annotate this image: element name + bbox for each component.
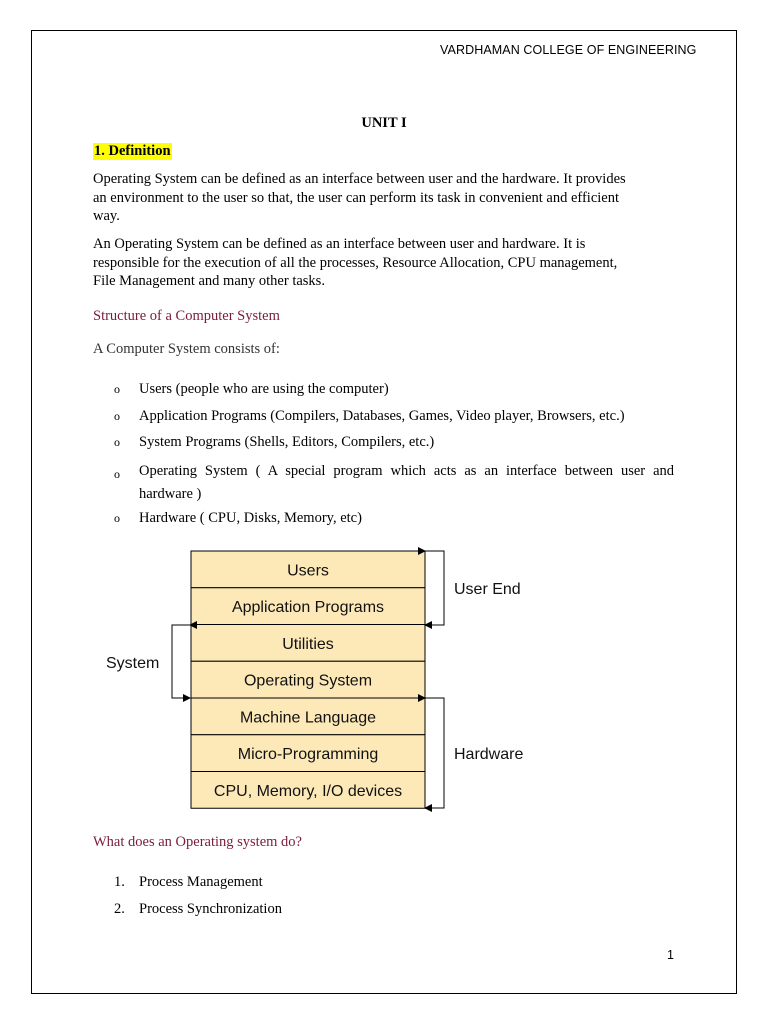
definition-heading: 1. Definition xyxy=(94,143,171,159)
os-tasks-list xyxy=(114,873,282,926)
diagram-layer-label: Utilities xyxy=(282,635,334,653)
para2-line: File Management and many other tasks. xyxy=(93,273,325,289)
list-item-text: Process Synchronization xyxy=(139,900,282,917)
list-item-text: Users (people who are using the computer) xyxy=(139,381,389,397)
system-label: System xyxy=(106,655,160,672)
list-item xyxy=(114,900,282,919)
hardware-label: Hardware xyxy=(454,746,524,763)
diagram-layer-label: Users xyxy=(287,562,329,580)
list-item-text: Process Management xyxy=(139,874,263,890)
bullet-marker: o xyxy=(114,382,120,396)
header-institution: VARDHAMAN COLLEGE OF ENGINEERING xyxy=(440,43,697,57)
diagram-layer-label: Application Programs xyxy=(231,599,385,617)
system-bracket xyxy=(172,625,190,698)
bullet-marker: o xyxy=(114,408,120,423)
list-item-text: System Programs (Shells, Editors, Compilers, etc.) xyxy=(139,434,435,450)
para2-line: responsible for the execution of all the processes, Resource Allocation, CPU management, xyxy=(93,254,618,271)
structure-heading: Structure of a Computer System xyxy=(93,308,280,324)
para1-line: an environment to the user so that, the user can perform its task in convenient and efficient xyxy=(93,189,620,206)
bullet-marker: o xyxy=(114,466,120,481)
list-item-number: 1. xyxy=(114,874,125,890)
layers-group xyxy=(191,551,425,808)
diagram-layer-label: CPU, Memory, I/O devices xyxy=(213,782,403,800)
hardware-bracket xyxy=(425,698,444,808)
unit-title: UNIT I xyxy=(361,115,407,131)
para1-line: Operating System can be defined as an interface between user and the hardware. It provides xyxy=(93,171,626,187)
list-item-text: Application Programs (Compilers, Databases, Games, Video player, Browsers, etc.) xyxy=(139,407,625,424)
os-tasks-heading: What does an Operating system do? xyxy=(93,834,302,850)
diagram-layer-label: Machine Language xyxy=(239,709,377,727)
list-item-number: 2. xyxy=(114,900,125,917)
para2-line: An Operating System can be defined as an interface between user and hardware. It is xyxy=(93,236,586,252)
page-number: 1 xyxy=(667,948,674,962)
list-item xyxy=(114,873,282,892)
para1-line: way. xyxy=(93,208,120,224)
diagram-layer-label: Operating System xyxy=(243,672,373,690)
structure-intro: A Computer System consists of: xyxy=(93,341,280,357)
bullet-marker: o xyxy=(114,510,120,525)
user-end-label: User End xyxy=(454,581,521,598)
list-item-text: Hardware ( CPU, Disks, Memory, etc) xyxy=(139,509,362,526)
list-item-text: Operating System ( A special program which acts as an interface between user and hardware ) xyxy=(139,462,674,502)
diagram-layer-label: Micro-Programming xyxy=(237,746,379,764)
user-end-bracket xyxy=(425,551,444,625)
bullet-marker: o xyxy=(114,435,120,449)
